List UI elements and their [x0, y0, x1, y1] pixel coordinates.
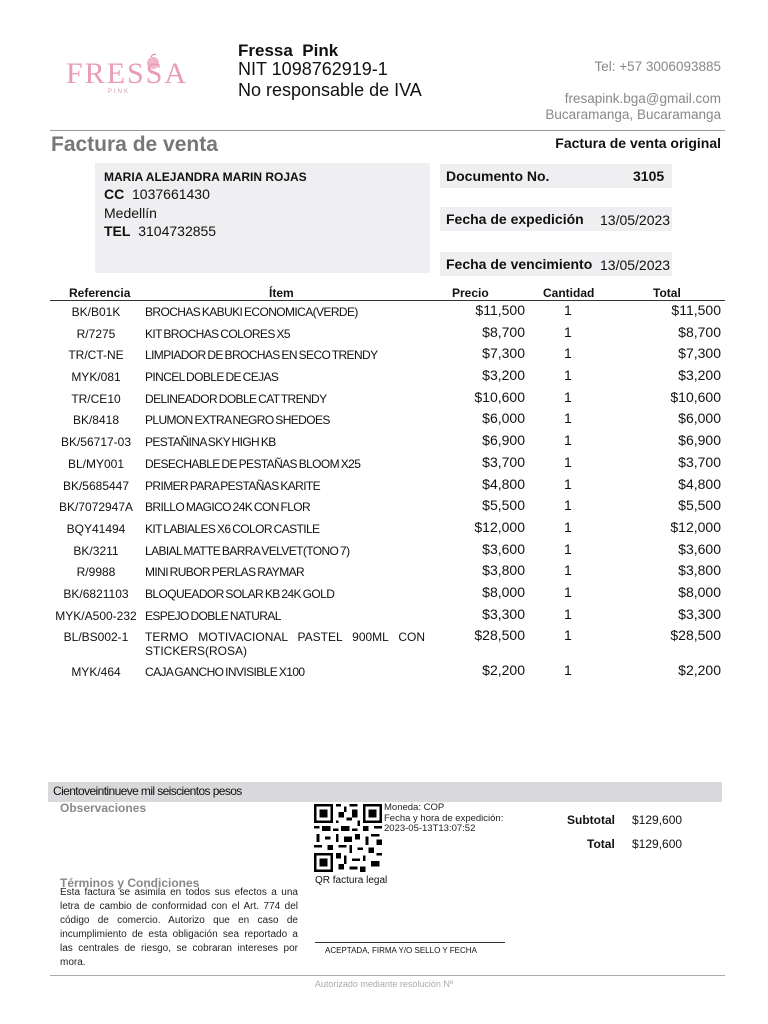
row-qty: 1 — [564, 497, 572, 514]
row-item: PLUMON EXTRA NEGRO SHEDOES — [145, 413, 330, 428]
row-item: KIT LABIALES X6 COLOR CASTILE — [145, 521, 320, 536]
row-qty: 1 — [564, 410, 572, 427]
row-price: $8,000 — [482, 583, 525, 600]
row-ref: BL/MY001 — [67, 456, 125, 471]
row-price: $10,600 — [474, 388, 525, 405]
table-row — [50, 409, 725, 431]
table-row — [50, 540, 725, 562]
due-date: 13/05/2023 — [600, 257, 671, 273]
row-item: DESECHABLE DE PESTAÑAS BLOOM X25 — [145, 456, 361, 471]
table-row — [50, 323, 725, 345]
row-item: MINI RUBOR PERLAS RAYMAR — [145, 565, 305, 580]
row-total: $11,500 — [671, 302, 721, 318]
row-price: $4,800 — [482, 475, 525, 492]
row-ref: BK/5685447 — [62, 478, 130, 493]
row-total: $10,600 — [670, 388, 721, 405]
row-ref: BL/BS002-1 — [63, 630, 129, 645]
row-qty: 1 — [564, 432, 572, 449]
table-row — [50, 301, 725, 323]
header-price: Precio — [452, 286, 489, 300]
row-qty: 1 — [564, 518, 572, 535]
row-item: BRILLO MAGICO 24K CON FLOR — [145, 500, 311, 515]
table-row — [50, 431, 725, 453]
footer-text: Autorizado mediante resolución Nº — [314, 979, 454, 989]
row-ref: BK/6821103 — [63, 586, 129, 601]
issue-datetime-label: Fecha y hora de expedición: — [384, 812, 504, 824]
row-ref: BK/56717-03 — [60, 435, 132, 450]
row-ref: R/7275 — [76, 326, 116, 341]
qr-label: QR factura legal — [315, 875, 388, 886]
row-item: LABIAL MATTE BARRA VELVET(TONO 7) — [145, 543, 350, 558]
table-row — [50, 605, 725, 627]
row-qty: 1 — [564, 323, 572, 340]
row-total: $3,800 — [678, 562, 721, 579]
row-qty: 1 — [564, 605, 572, 622]
row-ref: BQY41494 — [66, 521, 126, 536]
header-divider — [50, 130, 725, 131]
row-item: PINCEL DOBLE DE CEJAS — [145, 370, 279, 385]
table-row — [50, 518, 725, 540]
table-row — [50, 626, 725, 661]
row-ref: TR/CE10 — [71, 391, 121, 406]
qr-info — [384, 803, 503, 835]
row-total: $6,000 — [678, 410, 721, 427]
amount-in-words: Cientoveintinueve mil seiscientos pesos — [53, 784, 242, 798]
row-price: $28,500 — [474, 627, 525, 644]
row-price: $11,500 — [475, 302, 525, 318]
logo-subtext: PINK — [108, 89, 131, 95]
row-price: $3,600 — [482, 540, 525, 557]
document-original-label: Factura de venta original — [555, 135, 721, 151]
row-ref: MYK/081 — [71, 370, 121, 385]
issue-date: 13/05/2023 — [600, 212, 671, 228]
signature-label: ACEPTADA, FIRMA Y/O SELLO Y FECHA — [325, 946, 477, 955]
row-total: $7,300 — [678, 345, 721, 362]
row-qty: 1 — [564, 662, 572, 679]
row-ref: BK/3211 — [73, 543, 119, 558]
row-ref: BK/8418 — [72, 413, 120, 428]
table-row — [50, 453, 725, 475]
row-qty: 1 — [564, 367, 572, 384]
table-row — [50, 661, 725, 683]
client-phone-value: 3104732855 — [138, 223, 217, 239]
footer-divider — [50, 975, 725, 976]
row-item: ESPEJO DOBLE NATURAL — [145, 608, 281, 623]
total-value: $129,600 — [632, 837, 683, 851]
row-total: $4,800 — [678, 475, 721, 492]
terms-text: Esta factura se asimila en todos sus efectos a una letra de cambio de conformidad con el Art. 774 del código de comercio. Autorizo que en caso de incumplimiento de esta obligación sea reportado a las centrales de riesgo, se cobraran intereses por mora. — [60, 887, 298, 968]
row-total: $6,900 — [678, 432, 721, 449]
row-qty: 1 — [564, 453, 572, 470]
qr-code — [314, 804, 382, 872]
items-table — [50, 301, 725, 683]
header-total: Total — [653, 286, 681, 300]
table-row — [50, 561, 725, 583]
row-item: TERMO MOTIVACIONAL PASTEL 900ML CON STICKERS(ROSA) — [145, 630, 425, 659]
row-qty: 1 — [564, 302, 572, 318]
row-ref: MYK/A500-232 — [55, 608, 137, 623]
row-qty: 1 — [564, 540, 572, 557]
logo-wordmark: FRESSA — [66, 57, 189, 90]
row-price: $2,200 — [482, 662, 525, 679]
currency: Moneda: COP — [384, 802, 445, 813]
header-item: Ítem — [269, 286, 294, 300]
row-item: KIT BROCHAS COLORES X5 — [145, 326, 290, 341]
row-price: $3,300 — [482, 605, 525, 622]
row-item: CAJA GANCHO INVISIBLE X100 — [145, 665, 305, 680]
row-price: $3,800 — [482, 562, 525, 579]
client-id-value: 1037661430 — [132, 186, 210, 202]
row-item: PRIMER PARA PESTAÑAS KARITE — [145, 478, 321, 493]
row-item: PESTAÑINA SKY HIGH KB — [145, 435, 276, 450]
row-price: $12,000 — [474, 518, 525, 535]
row-total: $3,600 — [678, 540, 721, 557]
row-total: $3,700 — [678, 453, 721, 470]
row-total: $5,500 — [678, 497, 721, 514]
table-row — [50, 496, 725, 518]
row-qty: 1 — [564, 388, 572, 405]
client-id — [104, 186, 210, 202]
row-ref: BK/B01K — [71, 305, 121, 319]
client-city: Medellín — [104, 205, 157, 221]
subtotal-label: Subtotal — [567, 813, 615, 827]
row-total: $3,300 — [678, 605, 721, 622]
row-price: $8,700 — [482, 323, 525, 340]
table-row — [50, 344, 725, 366]
company-email: fresapink.bga@gmail.com — [564, 91, 721, 106]
table-row — [50, 366, 725, 388]
company-city: Bucaramanga, Bucaramanga — [545, 107, 721, 122]
company-nit: NIT 1098762919-1 — [238, 59, 388, 79]
row-ref: BK/7072947A — [58, 500, 134, 515]
observations-title: Observaciones — [60, 801, 147, 815]
row-qty: 1 — [564, 583, 572, 600]
row-total: $2,200 — [678, 662, 721, 679]
row-price: $7,300 — [482, 345, 525, 362]
client-phone-label: TEL — [104, 223, 131, 239]
row-total: $28,500 — [670, 627, 721, 644]
company-name: Fressa Pink — [238, 41, 339, 60]
document-title: Factura de venta — [51, 133, 218, 156]
row-price: $3,200 — [482, 367, 525, 384]
row-price: $3,700 — [482, 453, 525, 470]
company-iva: No responsable de IVA — [238, 80, 422, 100]
row-total: $12,000 — [670, 518, 721, 535]
row-qty: 1 — [564, 345, 572, 362]
row-price: $6,000 — [482, 410, 525, 427]
issue-date-label: Fecha de expedición — [446, 211, 584, 227]
row-item: LIMPIADOR DE BROCHAS EN SECO TRENDY — [145, 348, 378, 363]
signature-line — [315, 942, 505, 943]
row-qty: 1 — [564, 627, 572, 644]
row-total: $8,000 — [678, 583, 721, 600]
row-total: $3,200 — [678, 367, 721, 384]
row-ref: R/9988 — [76, 565, 116, 580]
client-name: MARIA ALEJANDRA MARIN ROJAS — [104, 170, 307, 184]
document-number-label: Documento No. — [446, 168, 550, 184]
row-qty: 1 — [564, 475, 572, 492]
row-price: $5,500 — [482, 497, 525, 514]
table-row — [50, 583, 725, 605]
table-row — [50, 475, 725, 497]
client-phone — [104, 223, 216, 239]
row-qty: 1 — [564, 562, 572, 579]
company-phone: Tel: +57 3006093885 — [594, 59, 721, 74]
header-ref: Referencia — [69, 286, 131, 300]
subtotal-value: $129,600 — [632, 813, 683, 827]
document-number: 3105 — [633, 168, 665, 184]
row-ref: TR/CT-NE — [68, 348, 124, 363]
row-item: BROCHAS KABUKI ECONOMICA(VERDE) — [145, 305, 358, 319]
table-row — [50, 388, 725, 410]
header-qty: Cantidad — [543, 286, 595, 300]
row-ref: MYK/464 — [71, 665, 121, 680]
client-id-label: CC — [104, 186, 125, 202]
row-price: $6,900 — [482, 432, 525, 449]
row-total: $8,700 — [678, 323, 721, 340]
total-label: Total — [587, 837, 615, 851]
row-item: DELINEADOR DOBLE CAT TRENDY — [145, 391, 327, 406]
issue-datetime: 2023-05-13T13:07:52 — [384, 823, 476, 834]
terms-title: Términos y Condiciones — [60, 876, 200, 890]
row-item: BLOQUEADOR SOLAR KB 24K GOLD — [145, 586, 335, 601]
due-date-label: Fecha de vencimiento — [446, 256, 593, 272]
